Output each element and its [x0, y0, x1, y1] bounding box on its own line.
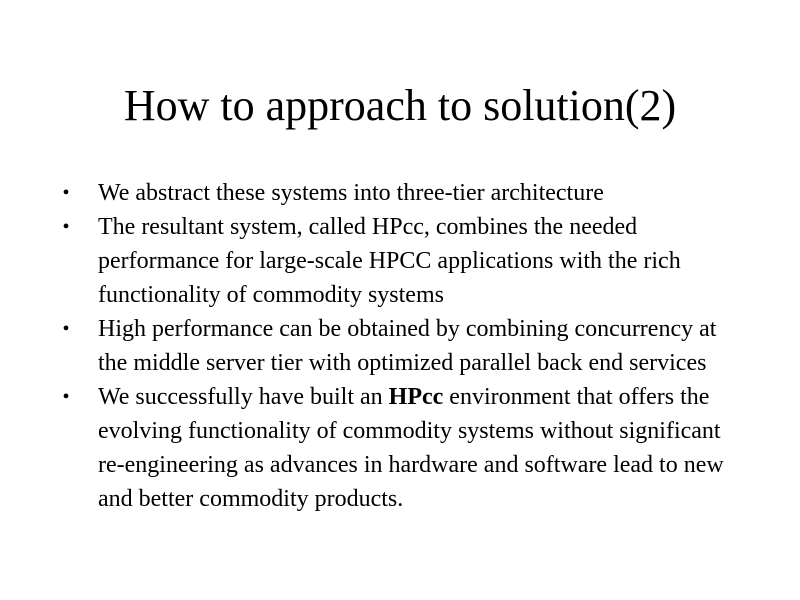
bullet-text: We abstract these systems into three-tier architecture: [98, 180, 604, 206]
bullet-item: [56, 380, 746, 516]
bullet-item: [56, 210, 746, 312]
bullet-text: The resultant system, called HPcc, combines the needed performance for large-scale HPCC applications with the rich functionality of commodity systems: [98, 214, 681, 308]
bullet-list: [56, 176, 746, 516]
bullet-icon: •: [62, 216, 70, 238]
bullet-item: [56, 176, 746, 210]
bullet-text-part: We successfully have built an: [98, 384, 389, 410]
bullet-text-bold: HPcc: [388, 384, 444, 410]
slide-title: How to approach to solution(2): [123, 81, 677, 130]
bullet-icon: •: [62, 182, 70, 204]
bullet-item: [56, 312, 746, 380]
bullet-text-part: environment that offers the evolving functionality of commodity systems without significant re-engineering as advances in hardware and software lead to new and better commodity products.: [98, 384, 724, 512]
bullet-icon: •: [62, 318, 70, 340]
bullet-text: High performance can be obtained by combining concurrency at the middle server tier with optimized parallel back end services: [98, 316, 717, 376]
bullet-icon: •: [62, 386, 70, 408]
